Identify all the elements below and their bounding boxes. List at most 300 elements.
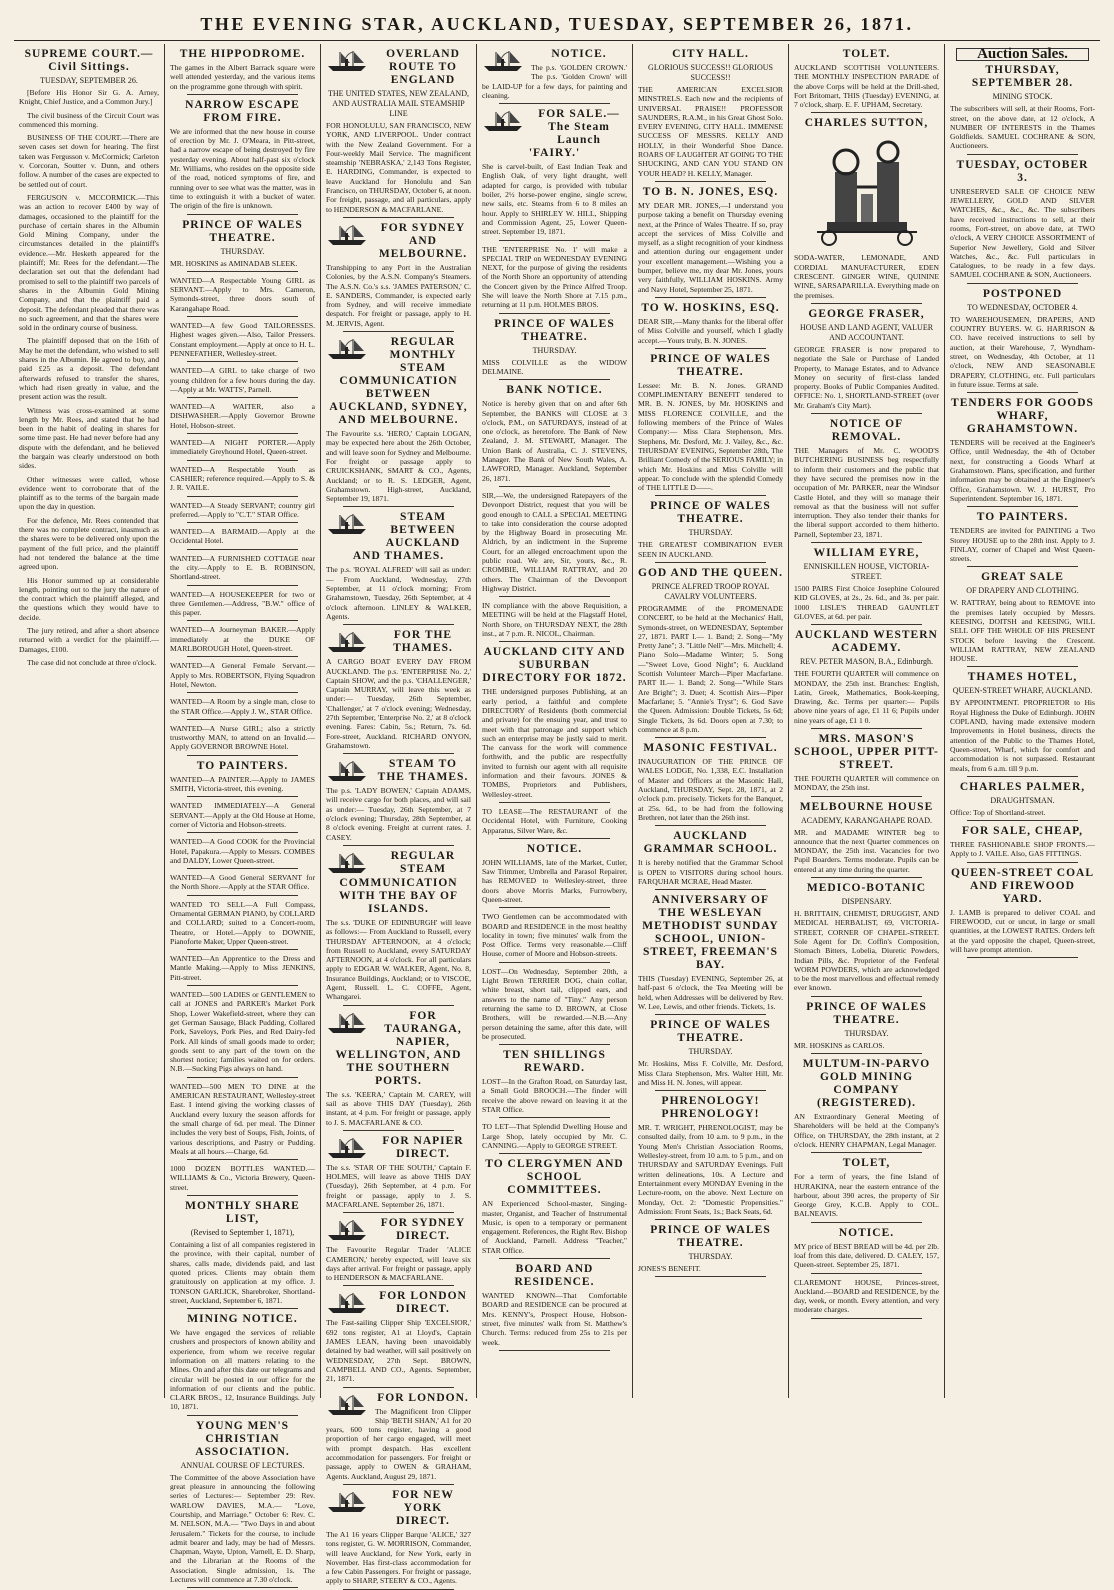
advertisement-text: INAUGURATION OF THE PRINCE OF WALES LODGE, No. 1,338, E.C. Installation of Master and Officers at the Masonic Hall, Auckland, THURSDAY, Sept. 28, 1871, at 2 o'clock p.m. precisely. Tickets for the Banquet, at 25s. 6d., to be had from the following Brethren, not later than the 26th inst. [638,757,783,822]
separator [499,313,609,314]
separator [811,303,921,304]
advertisement-text: DEAR SIR,—Many thanks for the liberal offer of Miss Colville and yourself, which I gladly accept.—Yours truly, B. N. JONES. [638,316,783,345]
separator [187,868,297,869]
advertisement-subheading: THURSDAY. [220,246,265,256]
advertisement [326,48,471,218]
separator [343,1130,453,1131]
advertisement-subheading: THURSDAY. [844,1028,889,1038]
advertisement-subheading: TO WEDNESDAY, OCTOBER 4. [967,302,1078,312]
separator [187,796,297,797]
separator [811,1152,921,1153]
advertisement-heading: AUCKLAND CITY AND SUBURBAN DIRECTORY FOR 1872. [482,646,627,685]
separator [187,832,297,833]
column-court-report [14,46,164,1396]
advertisement-heading: QUEEN-STREET COAL AND FIREWOOD YARD. [950,866,1094,905]
advertisement-text: The p.s. 'ROYAL ALFRED' will sail as under:— From Auckland, Wednesday, 27th September, at 11 o'clock morning; From Grahamstown, Tuesday, 26th September, at 4 o'clock afternoon. LINLEY & WALKER, Agents. [326,565,471,621]
column-shipping [321,46,476,1586]
advertisement-text: THE GREATEST COMBINATION EVER SEEN IN AUCKLAND. [638,540,783,559]
advertisement-heading: TO CLERGYMEN AND SCHOOL COMMITTEES. [485,1158,624,1197]
separator [187,719,297,720]
advertisement-heading: MRS. MASON'S SCHOOL, UPPER PITT-STREET. [794,732,939,771]
separator [187,214,297,215]
separator [343,624,453,625]
article-date: TUESDAY, SEPTEMBER 26. [40,76,138,85]
advertisement-text: WANTED—A PAINTER.—Apply to JAMES SMITH, Victoria-street, this evening. [170,774,315,794]
advertisement-heading: PRINCE OF WALES THEATRE. [650,352,771,378]
separator [187,397,297,398]
advertisement [170,590,315,622]
advertisement-text: WANTED—A Respectable Young GIRL as SERVANT.—Apply to Mrs. Cameron, Symonds-street, three doors south of Karangahape Road. [170,275,315,313]
separator [811,1273,921,1274]
advertisement-text: We are informed that the new house in course of erection by Mr. J. O'Meara, in Pitt-street, had a narrow escape of being destroyed by fire yesterday evening. About half-past six o'clock Mr. Williams, who resides on the opposite side of the road, noticed symptoms of fire, and running over to see what was the matter, was in time to extinguish it with a bucket of water. The origin of the fire is unknown. [170,126,315,211]
advertisement-text: A CARGO BOAT EVERY DAY FROM AUCKLAND. The p.s. 'ENTERPRISE No. 2,' Captain SHOW, and the p.s. 'CHALLENGER,' Captain MURRAY, will leave this week as under:— Tuesday, 26th September, 'Challenger,' at 7 o'clock evening; Wednesday, 27th September, 'Enterprise No. 2,' at 8 o'clock evening. Fares: Cabin, 5s.; Return, 7s. 6d. Fore-street, Auckland. RICHARD ONYON, Grahamstown. [326,657,471,750]
advertisement-subheading: THE UNITED STATES, NEW ZEALAND, AND AUSTRALIA MAIL STEAMSHIP LINE [328,89,469,118]
separator [655,495,765,496]
separator [655,1276,765,1277]
advertisement [950,511,1095,567]
advertisement-text: MR. and MADAME WINTER beg to announce that the next Quarter commences on MONDAY, the 25th inst. Vacancies for two Pupil Boarders. Terms moderate. Pupils can be entered at any time during the quarter. [794,827,939,874]
advertisement [326,511,471,625]
separator [967,506,1077,507]
separator [187,433,297,434]
advertisement-subheading: DISPENSARY. [841,897,892,907]
advertisement [638,567,783,738]
advertisement-text: MISS COLVILLE as the WIDOW DELMAINE. [482,357,627,376]
advertisement [170,873,315,896]
advertisement-heading: TO W. HOSKINS, ESQ. [641,301,780,314]
advertisement-heading: MASONIC FESTIVAL. [643,742,778,755]
advertisement-text: The s.s. 'KEERA,' Captain M. CAREY, will sail as above THIS DAY (Tuesday), 26th instant, at 4 p.m. For freight or passage, apply to J. S. MACFARLANE & CO. [326,1089,471,1127]
advertisement [326,758,471,846]
advertisement-heading: REGULAR MONTHLY STEAM COMMUNICATION BETWEEN AUCKLAND, SYDNEY, AND MELBOURNE. [329,336,468,427]
paragraph: The jury retired, and after a short absence returned with a verdict for the plaintiff.—Damages, £100. [19,626,159,654]
separator [187,755,297,756]
separator [187,1077,297,1078]
advertisement-heading: THURSDAY, SEPTEMBER 28. [971,64,1074,90]
separator [499,1350,609,1351]
advertisement-heading: GREAT SALE [981,571,1064,584]
advertisement-text: The A1 16 years Clipper Barque 'ALICE,' 327 tons register, G. W. MORRISON, Commander, will leave Auckland, for New York, early in November. Has first-class accommodation for a few Cabin Passengers. For freight or passage, apply to SHARP, STEERY & CO., Agents. [326,1529,471,1586]
advertisement [638,353,783,497]
advertisement-subheading: THURSDAY. [532,345,577,355]
advertisement-text: AN Extraordinary General Meeting of Shareholders will be held at the Company's Office, on THURSDAY, the 28th instant, at 2 o'clock. HENRY CHAPMAN, Legal Manager. [794,1112,939,1149]
separator [187,316,297,317]
advertisement [794,1227,939,1274]
advertisement [638,1095,783,1220]
advertisement [170,697,315,720]
advertisement-text: WANTED—500 LADIES or GENTLEMEN to call at JONES and PARKER's Market Pork Shop, Lower Wakefield-street, where they can get German Sausage, Black Pudding, Collared Pork, Saveloys, Pork Pies, and Red Dairy-fed Pork. All kinds of small goods made to order; goods sent to any part of the town on the shortest notice; families waited on for orders. N.B.—Sucking Pigs always on hand. [170,990,315,1074]
advertisement [482,491,627,597]
separator [187,585,297,586]
advertisement [950,64,1095,154]
column-auction-sales [945,46,1100,1396]
advertisement-heading: TEN SHILLINGS REWARD. [503,1049,606,1075]
advertisement-text: WANTED—A FURNISHED COTTAGE near the city.—Apply to E. B. ROBINSON, Shortland-street. [170,553,315,582]
advertisement-text: TENDERS are invited for PAINTING a Two Storey HOUSE up to the 28th inst. Apply to J. FINLAY, corner of Chapel and West Queen-streets. [950,526,1095,564]
advertisement [638,1224,783,1277]
separator [655,737,765,738]
advertisement [170,1082,315,1160]
article-heading: SUPREME COURT.—Civil Sittings. [24,48,154,73]
advertisement-text: WANTED—A few Good TAILORESSES. Highest wages given.—Also, Tailor Pressers. Constant employment.—Apply at once to H. L. PENNEFATHER, Wellesley-street. [170,321,315,358]
advertisement-text: The games in the Albert Barrack square were well attended yesterday, and the various items on the programme gone through with spirit. [170,63,315,91]
advertisement [794,1157,939,1222]
ship-illustration-icon [326,1393,370,1417]
advertisement-heading: TOLET, [842,1157,891,1170]
separator [499,1044,609,1045]
advertisement [794,48,939,113]
separator [499,240,609,241]
advertisement [794,882,939,997]
paragraph: Other witnesses were called, whose evidence went to corroborate that of the plaintiff as to the terms of the bargain made upon the day in question. [19,474,159,512]
advertisement [482,601,627,642]
separator [343,845,453,846]
advertisement-heading: NOTICE. [551,48,607,60]
paragraph: Witness was cross-examined at some length by Mr. Rees, and stated that he had been in the habit of dealing in shares for some time past. He had never before had any dispute with the defendant, and he believed the bargain was clearly understood on both sides. [19,405,159,471]
separator [967,820,1077,821]
separator [499,907,609,908]
separator [811,796,921,797]
advertisement-text: SODA-WATER, LEMONADE, AND CORDIAL MANUFACTURER, EDEN CRESCENT. GINGER WINE, QUININE WINE, SARSAPARILLA. Everything made on the premises. [794,253,939,300]
advertisement-heading: PRINCE OF WALES THEATRE. [182,218,303,244]
separator [187,1587,297,1588]
advertisement [170,837,315,869]
advertisement [170,661,315,693]
advertisement [638,1019,783,1091]
advertisement-text: TWO Gentlemen can be accommodated with BOARD and RESIDENCE in the most healthy locality in town; five minutes' walk from the Post Office. Terms very reasonable.—Cliff House, corner of Moore and Hobson-streets. [482,912,627,959]
paragraph: The case did not conclude at three o'clock. [27,657,157,667]
advertisement [326,1290,471,1387]
advertisement [482,646,627,803]
advertisement-heading: MULTUM-IN-PARVO GOLD MINING COMPANY (REGISTERED). [802,1058,931,1110]
advertisement [482,1122,627,1154]
advertisement [794,1001,939,1054]
advertisement [170,990,315,1078]
separator [187,522,297,523]
advertisement-text: The Favourite s.s. 'HERO,' Captain LOGAN, may be expected here about the 26th October, and will leave soon for Sydney and Melbourne. For freight or passage apply to CRUICKSHANK, SMART & CO., Agents, Auckland; or to R. S. LEDGER, Agent, Grahamstown. High-street, Auckland, September 19, 1871. [326,429,471,504]
advertisement-text: MR. HOSKINS as AMINADAB SLEEK. [170,258,298,268]
advertisement [170,501,315,524]
advertisement-subheading: ENNISKILLEN HOUSE, VICTORIA-STREET. [803,562,930,582]
advertisement-heading: BOARD AND RESIDENCE. [514,1263,595,1289]
advertisement [638,894,783,1015]
separator [967,392,1077,393]
advertisement-text: WANTED—A HOUSEKEEPER for two or three Gentlemen.—Address, "B.W." office of this paper. [170,589,315,618]
separator [499,103,609,104]
ship-illustration-icon [326,1136,370,1160]
advertisement [482,108,627,240]
advertisement [326,1489,471,1590]
separator [343,506,453,507]
advertisement-text: The subscribers will sell, at their Rooms, Fort-street, on the above date, at 12 o'clock, A NUMBER OF INTERESTS in the Thames Goldfields. SAMUEL COCHRANE & SON, Auctioneers. [950,104,1095,151]
ship-illustration-icon [326,223,370,247]
advertisement [170,99,315,215]
advertisement-text: Containing a list of all companies registered in the province, with their capital, number of shares, calls made, dividends paid, and last quoted prices. Clients may obtain them gratuitously on application at my office. J. TONSON GARLICK, Sharebroker, Shortland-street, Auckland, September 6, 1871. [170,1240,315,1305]
advertisement [950,397,1095,507]
advertisement-text: H. BRITTAIN, CHEMIST, DRUGGIST, AND MEDICAL HERBALIST, 69, VICTORIA-STREET, CORNER OF CHAPEL-STREET. Sole Agent for Dr. Coffin's Composition, Stomach Bitters, Lobelia, Diuretic Powders, Indian Pills, &c. Proprietor of the Fenfetal WORM POWDERS, which are acknowledged to be the most marvellous and effectual remedy ever known. [794,909,939,993]
advertisement-text: The Magnificent Iron Clipper Ship 'BETH SHAN,' A1 for 20 years, 600 tons register, having a good proportion of her cargo engaged, will meet with prompt despatch. Has excellent accommodation for passengers. For freight or passage, apply to OWEN & GRAHAM, Agents. Auckland, August 29, 1871. [326,1406,471,1481]
column-2 [165,46,320,1585]
separator [187,361,297,362]
separator [187,460,297,461]
advertisement-text: J. LAMB is prepared to deliver COAL and FIREWOOD, cut or uncut, in large or small quantities, at the LOWEST RATES. Orders left at the yard opposite the chapel, Queen-street, will have prompt attention. [950,907,1095,954]
advertisement-text: THE FOURTH QUARTER will commence on MONDAY, the 25th inst. [794,773,939,793]
advertisement-heading: TOLET. [842,48,891,60]
advertisement-heading: CHARLES PALMER, [959,780,1086,793]
advertisement-text: WANTED IMMEDIATELY—A General SERVANT.—Apply at the Old House at Home, corner of Victoria and Hobson-streets. [170,801,315,829]
advertisement-text: TO WAREHOUSEMEN, DRAPERS, AND COUNTRY BUYERS. W. G. HARRISON & CO. have received instructions to sell by auction, at their Warehouse, 7, Wyndham-street, on Wednesday, 4th October, at 11 o'clock, NEW AND SEASONABLE DRAPERY, CLOTHING, etc. Full particulars in future issue. Terms at sale. [950,314,1095,389]
advertisement [638,186,783,298]
separator [967,862,1077,863]
advertisement [170,1420,315,1589]
advertisement [794,547,939,625]
advertisement-subheading: (Revised to September 1, 1871), [190,1228,295,1238]
advertisement-text: PROGRAMME of the PROMENADE CONCERT, to be held at the Mechanics' Hall, Symonds-street, on WEDNESDAY, September 27, 1871. PART I.— 1. Band; 2. Song—"My Pretty Jane"; 3. "Little Nell"—Mrs. Mitchell; 4. Piano Solo—Madame Winter; 5. Song—"Sweet Love, Good Night"; 6. Auckland Scottish Volunteer March—Piper Macfarlane. PART II.— 1. Band; 2. Song—"While Stars Are Bright"; 3. Duet; 4. Scottish Airs—Piper Macfarlane; 5. "Annie's Tryst"; 6. God Save the Queen. Admission: Double Tickets, 5s 6d; Single Tickets, 3s 6d. Doors open at 7.30; to commence at 8 p.m. [638,603,783,734]
separator [187,895,297,896]
paragraph: BUSINESS OF THE COURT.—There are seven cases set down for hearing. The first taken was Fergusson v. McCormick; Carleton v. Corcoran, Soutter v. Dunn, and others follow. A number of the cases are expected to be settled out of court. [19,133,159,189]
advertisement [950,671,1095,776]
advertisement-heading: FOR SYDNEY DIRECT. [380,1217,466,1243]
advertisement-text: MR. T. WRIGHT, PHRENOLOGIST, may be consulted daily, from 10 a.m. to 9 p.m., in the Young Men's Christian Association Rooms, Wellesley-street, from 10 a.m. to 5 p.m., and on THURSDAY and SATURDAY Evenings. Full written delineations, 10s. A Lecture and Entertainment every MONDAY Evening in the Lecture-room, on the above. Next Lecture on Monday, Oct. 2: "Domestic Propensities." Admission: Front Seats, 1s.; Back Seats, 6d. [638,1123,783,1216]
advertisement-heading: TUESDAY, OCTOBER 3. [956,158,1089,184]
advertisement [638,500,783,563]
ship-illustration-icon [326,512,370,536]
advertisement-heading: THE HIPPODROME. [179,48,306,60]
advertisement-heading: FOR SALE, CHEAP, [961,825,1083,838]
separator [499,802,609,803]
ship-illustration-icon [326,49,370,73]
advertisement-subheading: ANNUAL COURSE OF LECTURES. [180,1460,305,1470]
advertisement-text: SIR,—We, the undersigned Ratepayers of the Devonport District, request that you will be good enough to CALL a SPECIAL MEETING to take into consideration the course adopted by the Highway Board in prosecuting Mr. Aldrich, by an indictment in the Supreme Court, for an alleged encroachment upon the public road. We are, Sir, yours, &c., R. CROMBIE, WILLIAM RATTRAY, and 20 others. The Chairman of the Devonport Highway District. [482,490,627,593]
advertisement [638,48,783,182]
column-6 [789,46,944,1396]
ship-illustration-icon [326,1291,370,1315]
separator [499,1117,609,1118]
advertisement-heading: CITY HALL. [672,48,749,60]
advertisement [170,366,315,398]
advertisement [170,219,315,272]
advertisement [170,402,315,434]
separator [811,1053,921,1054]
advertisement [170,465,315,497]
advertisement-text: For a term of years, the fine Island of HURAKINA, near the eastern entrance of the harbour, about 390 acres, the property of Sir George Grey, K.C.B. Apply to COL. BALNEAVIS. [794,1172,939,1219]
separator [655,562,765,563]
separator [187,1159,297,1160]
advertisement-subheading: THURSDAY. [688,1047,733,1057]
paragraph: The plaintiff deposed that on the 16th of May he met the defendant, who wished to sell shares in the Albumin. He agreed to buy, and paid £25 as a deposit. The defendant afterwards refused to transfer the shares, which had risen greatly in value, and the present action was the result. [19,336,159,402]
advertisement-text: UNRESERVED SALE OF CHOICE NEW JEWELLERY, GOLD AND SILVER WATCHES, &c., &c., &c. The subscribers have received instructions to sell, at their rooms, Fort-street, on above date, at TWO o'clock, A VERY CHOICE ASSORTMENT of Superior New Jewellery, Gold and Silver Watches, &c., &c. Full particulars in Catalogues, to be ready in a few days. SAMUEL COCHRANE & SON, Auctioneers. [950,186,1095,280]
separator [811,1318,921,1319]
advertisement [326,1217,471,1286]
advertisement-text: W. RATTRAY, being about to REMOVE into the premises lately occupied by Messrs. KEESING, DOITSH and KEESING, WILL SELL OFF THE WHOLE OF HIS PRESENT STOCK before leaving the Crescent. WILLIAM RATTRAY, NEW ZEALAND HOUSE. [950,598,1095,664]
advertisement-text: WANTED—A Nurse GIRL; also a strictly trustworthy MAN, to attend on an Invalid.—Apply GOVERNOR BROWNE Hotel. [170,723,315,752]
advertisement [170,554,315,586]
advertisement [482,245,627,314]
advertisement-subheading: MINING STOCK. [992,92,1053,102]
advertisement [170,954,315,986]
advertisement-text: WANTED—A Good General SERVANT for the North Shore.—Apply at the STAR Office. [170,873,315,892]
separator [187,1195,297,1196]
soda-machine-illustration-icon [807,132,927,250]
separator [811,624,921,625]
separator [187,1415,297,1416]
advertisement-heading: THAMES HOTEL, [967,671,1078,684]
advertisement [170,276,315,317]
advertisement-text: Office: Top of Shortland-street. [950,807,1046,817]
advertisement [794,308,939,414]
advertisement-text: WANTED—An Apprentice to the Dress and Mantle Making.—Apply to Miss JENKINS, Pitt-street. [170,954,315,982]
advertisement-text: WANTED—A BARMAID.—Apply at the Occidental Hotel. [170,527,315,546]
advertisement [482,912,627,962]
column-4 [477,46,632,1396]
advertisement-text: TO LEASE—The RESTAURANT of the Occidental Hotel, with Furniture, Cooking Apparatus, Silver Ware, &c. [482,806,627,835]
advertisement-heading: OVERLAND ROUTE TO ENGLAND [386,48,460,86]
paragraph: FERGUSON v. MCCORMICK.—This was an action to recover £400 by way of damages, occasioned to the plaintiff for the purchase of certain shares in the Albumin Gold Mining Company, under the circumstances detailed in the plaintiff's evidence.—Mr. Hesketh appeared for the plaintiff; Mr. Rees for the defendant.—The declaration set out that the defendant had promised to sell to the plaintiff two parcels of shares in the Albumin Gold Mining Company, and that the plaintiff paid a deposit. The defendant pleaded that there was no such agreement, and that the shares were sold in the ordinary course of business. [19,192,159,333]
advertisement [170,801,315,833]
advertisement [950,825,1095,863]
separator [967,154,1077,155]
advertisement-text: The p.s. 'LADY BOWEN,' Captain ADAMS, will receive cargo for both places, and will sail as under:— Tuesday, 26th September, at 7 o'clock evening; Thursday, 28th September, at 8 o'clock evening. Freight at current rates. J. CASEY. [326,786,471,842]
advertisement-text: Transhipping to any Port in the Australian Colonies, by the A.S.N. Company's Steamers. The A.S.N. Co.'s s.s. 'JAMES PATERSON,' C. E. SANDERS, Commander, is expected early from Sydney, and will receive immediate despatch. For freight or passage, apply to H. M. JERVIS, Agent. [326,262,471,328]
separator [655,1090,765,1091]
separator [187,1308,297,1309]
advertisement-heading: FOR NAPIER DIRECT. [382,1134,464,1160]
advertisement-heading: FOR TAURANGA, NAPIER, WELLINGTON, AND THE SOUTHERN PORTS. [335,1009,462,1087]
advertisement-text: TENDERS will be received at the Engineer's Office, until Wednesday, the 4th of October next, for constructing a Goods Wharf at Grahamstown. Plans, specification, and further information may be obtained at the Engineer's Office, Grahamstown. W. J. HURST, Pro Superintendent. September 16, 1871. [950,438,1095,503]
advertisement-heading: NARROW ESCAPE FROM FIRE. [185,98,300,124]
advertisement [950,781,1095,821]
advertisement-heading: PRINCE OF WALES THEATRE. [650,500,771,526]
advertisement-text: MY price of BEST BREAD will be 4d. per 2lb. loaf from this date, delivered. D. CALEY, 157, Queen-street. September 25, 1871. [794,1241,939,1270]
advertisement-text: CLAREMONT HOUSE, Princes-street, Auckland.—BOARD and RESIDENCE, by the day, week, or month. Every attention, and very moderate charges. [794,1277,939,1315]
advertisement-heading: POSTPONED [982,287,1063,300]
ship-illustration-icon [482,109,526,133]
advertisement-text: BY APPOINTMENT. PROPRIETOR to His Royal Highness the Duke of Edinburgh. JOHN COPLAND, having made extensive modern Improvements in Hotel business, directs the attention of the Public to the Thames Hotel, Queen-street, Wharf, which for comfort and accommodation is not surpassed. Restaurant meals, from 6 a.m. till 9 p.m. [950,698,1095,773]
advertisement [170,760,315,798]
advertisement [326,222,471,332]
advertisement-heading: NOTICE OF REMOVAL. [829,418,904,444]
separator [967,566,1077,567]
advertisement-text: The Committee of the above Association have great pleasure in announcing the following series of Lectures:— September 29: Rev. WARLOW DAVIES, M.A.— "Love, Courtship, and Marriage." October 6: Rev. C. M. NELSON, M.A.— "Two Days in and about Jerusalem." Tickets for the course, to include admit bearer and lady, may be had of Messrs. Chapman, Wayte, Upton, Varnell, E. D. Sharp, and the Librarian at the Rooms of the Association. Single admission, 1s. The Lectures will commence at 7.30 o'clock. [170,1472,315,1585]
advertisement-heading: CHARLES SUTTON, [804,117,929,130]
separator [187,656,297,657]
advertisement [950,159,1095,284]
separator [811,542,921,543]
advertisement-heading: FOR NEW YORK DIRECT. [392,1488,454,1527]
advertisement-heading: TO B. N. JONES, ESQ. [642,185,779,198]
paragraph: His Honor summed up at considerable length, pointing out to the jury the nature of the contract which the plaintiff alleged, and the questions which they would have to decide. [19,575,159,622]
advertisement-heading: TO PAINTERS. [976,511,1069,524]
advertisement-heading: GEORGE FRASER, [808,307,925,320]
advertisement [170,900,315,950]
ship-illustration-icon [326,337,370,361]
advertisement-subheading: DRAUGHTSMAN. [990,795,1055,805]
advertisement-text: THE 'ENTERPRISE No. 1' will make a SPECIAL TRIP on WEDNESDAY EVENING NEXT, for the purpose of giving the residents of the North Shore an opportunity of attending the Concert given by the Prince Alfred Troop. She will leave the North Shore at 7.15 p.m., returning at 11 p.m. HOLMES BROS. [482,244,627,310]
separator [343,1387,453,1388]
advertisement-text: LOST—In the Grafton Road, on Saturday last, a Small Gold BROOCH.—The finder will receive the above reward on leaving it at the STAR Office. [482,1077,627,1115]
advertisement-text: THE undersigned purposes Publishing, at an early period, a faithful and complete DIRECTORY of Residents (both commercial and private) for the ensuing year, and trust to meet with that patronage and support which such an enterprise may be justly said to merit. The canvass for the work will commence forthwith, and the public are respectfully invited to furnish our agent with all requisite information and their favours. JONES & TOMBS, Proprietors and Publishers, Wellesley-street. [482,687,627,799]
ship-illustration-icon [326,1490,370,1514]
advertisement-text: JOHN WILLIAMS, late of the Market, Cutler, Saw Trimmer, Umbrella and Parasol Repairer, has REMOVED to Wellesley-street, three doors above Morris Marks, Furrowbery, Queen-street. [482,857,627,904]
advertisement-text: WANTED—A Good COOK for the Provincial Hotel, Papakura.—Apply to Messrs. COMBES and DALDY, Lower Queen-street. [170,837,315,865]
advertisement-heading: PRINCE OF WALES THEATRE. [806,1000,927,1026]
advertisement-heading: STEAM BETWEEN AUCKLAND AND THAMES. [352,511,461,563]
advertisement [170,438,315,461]
separator [499,962,609,963]
advertisement-text: The s.s. 'STAR OF THE SOUTH,' Captain F. HOLMES, will leave as above THIS DAY (Tuesday), 26th September, at 4 p.m. For freight or passage, apply to J. S. MACFARLANE. September 26, 1871. [326,1162,471,1209]
separator [655,1014,765,1015]
paragraph: [Before His Honor Sir G. A. Arney, Knight, Chief Justice, and a Common Jury.] [19,88,159,107]
advertisement [482,1263,627,1351]
advertisement-heading: FOR LONDON DIRECT. [379,1290,467,1316]
advertisement [326,629,471,754]
advertisement-text: WANTED—A Journeyman BAKER.—Apply immediately at the DUKE OF MARLBOROUGH Hotel, Queen-street. [170,625,315,654]
separator [655,1219,765,1220]
advertisement-heading: YOUNG MEN'S CHRISTIAN ASSOCIATION. [195,1419,290,1458]
advertisement [482,807,627,839]
advertisement [482,48,627,104]
separator [811,1222,921,1223]
advertisement [482,843,627,908]
article-body [19,88,159,667]
paragraph: For the defence, Mr. Rees contended that there was no complete contract, inasmuch as the shares were to be delivered only upon the payment of the full price, and the plaintiff had not tendered the balance at the time agreed upon. [19,515,159,572]
column-entertainment [633,46,788,1396]
advertisement [794,801,939,878]
advertisement [794,1278,939,1319]
separator [187,620,297,621]
masthead [14,8,1100,41]
separator [811,996,921,997]
advertisement-text: WANTED—A NIGHT PORTER.—Apply immediately Greyhound Hotel, Queen-street. [170,438,315,457]
advertisement [326,336,471,507]
advertisement [950,867,1095,958]
advertisement-heading: FOR LONDON. [377,1391,469,1404]
advertisement [482,318,627,381]
separator [499,641,609,642]
advertisement [170,724,315,756]
advertisement-heading: MELBOURNE HOUSE [799,800,934,813]
advertisement [794,629,939,729]
separator [499,1153,609,1154]
separator [499,596,609,597]
advertisement-heading: AUCKLAND GRAMMAR SCHOOL. [643,830,778,856]
advertisement [170,527,315,550]
separator [811,413,921,414]
separator [499,838,609,839]
advertisement-heading: BANK NOTICE. [506,384,603,397]
advertisement-subheading: THURSDAY. [688,1252,733,1262]
advertisement-text: WANTED KNOWN—That Comfortable BOARD and RESIDENCE can be procured at Mrs. KENNY's, Prospect House, Hobson-street, five minutes' walk from St. Matthew's Church. Terms: reduced from 25s to 21s per week. [482,1291,627,1347]
advertisement-text: TO LET—That Splendid Dwelling House and Large Shop, lately occupied by Mr. C. CANNING.—Apply to GEORGE STREET. [482,1122,627,1150]
ship-illustration-icon [326,1218,370,1242]
advertisement-subheading: GLORIOUS SUCCESS!! GLORIOUS SUCCESS!! [648,63,773,82]
advertisement [482,1049,627,1118]
advertisement-text: Mr. Hoskins, Miss F. Colville, Mr. Desford, Miss Clara Stephenson, Mrs. Walter Hill, Mr. and Miss H. N. Jones, will appear. [638,1059,783,1087]
advertisement-text: We have engaged the services of reliable crushers and prospectors of known ability and experience, from whom we receive regular information on all matters relating to the Mines. On and after this date our telegrams and circular will be posted in our office for the information of our clients and the public. CLARK BROS., 12, Insurance Buildings. July 10, 1871. [170,1328,315,1412]
advertisement-heading: NOTICE. [526,842,583,855]
separator [343,217,453,218]
advertisement-text: WANTED—A Steady SERVANT; country girl preferred.—Apply to "C.T." STAR Office. [170,500,315,519]
separator [187,94,297,95]
separator [499,379,609,380]
advertisement-subheading: THURSDAY. [688,528,733,538]
advertisement-text: WANTED—A General Female Servant.—Apply to Mrs. ROBERTSON, Flying Squadron Hotel, Newton. [170,661,315,689]
advertisement [326,1010,471,1131]
advertisement-heading: WILLIAM EYRE, [813,547,920,560]
ship-illustration-icon [326,1011,370,1035]
ship-illustration-icon [482,49,526,73]
separator [187,549,297,550]
